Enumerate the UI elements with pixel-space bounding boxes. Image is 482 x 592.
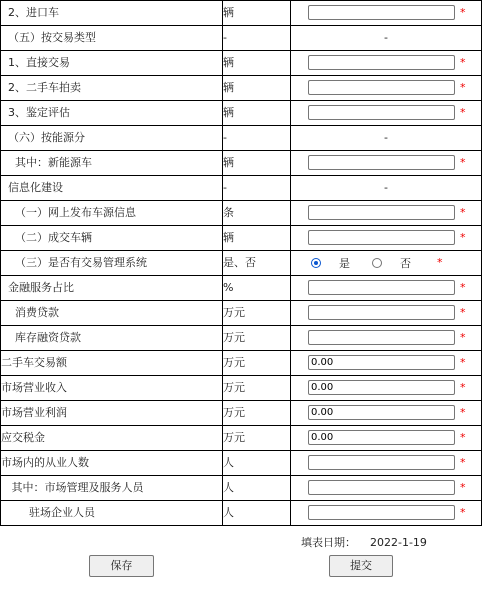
table-row [1,401,482,426]
unit-label: 辆 [223,81,234,94]
unit-cell [223,126,291,151]
item-cell [1,101,223,126]
unit-cell [223,226,291,251]
fill-date-label: 填表日期： [301,536,356,549]
unit-label: 万元 [223,306,245,319]
table-row [1,1,482,26]
value-cell [291,176,482,201]
item-label: 3、鉴定评估 [1,106,70,119]
fill-date-value: 2022-1-19 [370,536,427,549]
value-input[interactable] [308,205,455,220]
required-mark: * [460,481,466,494]
unit-cell [223,51,291,76]
value-cell [291,426,482,451]
table-row [1,226,482,251]
item-label: 其中：市场管理及服务人员 [1,481,144,494]
value-input[interactable] [308,330,455,345]
unit-cell [223,276,291,301]
unit-cell [223,101,291,126]
value-cell [291,276,482,301]
item-label: 其中：新能源车 [1,156,92,169]
item-cell [1,201,223,226]
unit-cell [223,401,291,426]
unit-label: 辆 [223,231,234,244]
value-cell [291,1,482,26]
unit-cell [223,376,291,401]
value-cell [291,26,482,51]
value-input[interactable] [308,480,455,495]
required-mark: * [460,331,466,344]
table-row [1,426,482,451]
value-cell [291,201,482,226]
item-cell [1,426,223,451]
required-mark: * [460,156,466,169]
value-cell [291,501,482,526]
item-label: （六）按能源分 [1,131,85,144]
unit-label: 万元 [223,406,245,419]
unit-label: 万元 [223,431,245,444]
required-mark: * [460,381,466,394]
not-applicable-dash: - [384,131,388,144]
yes-no-radio-group [311,251,433,275]
value-cell [291,401,482,426]
value-cell [291,351,482,376]
table-row [1,101,482,126]
submit-button[interactable]: 提交 [329,555,393,577]
unit-label: - [223,31,227,44]
item-cell [1,301,223,326]
value-input[interactable] [308,5,455,20]
item-label: （一）网上发布车源信息 [1,206,136,219]
value-input[interactable] [308,380,455,395]
unit-cell [223,501,291,526]
value-input[interactable] [308,155,455,170]
unit-label: 辆 [223,156,234,169]
unit-label: 辆 [223,56,234,69]
table-row [1,151,482,176]
item-cell [1,226,223,251]
item-cell [1,51,223,76]
radio-no-label: 否 [400,257,411,270]
unit-cell [223,1,291,26]
item-cell [1,76,223,101]
value-input[interactable] [308,105,455,120]
table-row [1,251,482,276]
item-cell [1,151,223,176]
item-cell [1,1,223,26]
required-mark: * [460,406,466,419]
table-row [1,126,482,151]
required-mark: * [460,431,466,444]
item-cell [1,251,223,276]
required-mark: * [460,6,466,19]
unit-label: 万元 [223,331,245,344]
value-input[interactable] [308,80,455,95]
table-row [1,301,482,326]
item-label: 金融服务占比 [1,281,74,294]
required-mark: * [460,231,466,244]
table-row [1,76,482,101]
not-applicable-dash: - [384,31,388,44]
required-mark: * [460,281,466,294]
fill-date [301,534,427,550]
item-label: 应交税金 [1,431,45,444]
required-mark: * [460,106,466,119]
item-label: 市场营业利润 [1,406,67,419]
unit-cell [223,351,291,376]
table-row [1,201,482,226]
unit-label: 万元 [223,356,245,369]
unit-label: 万元 [223,381,245,394]
value-input[interactable] [308,230,455,245]
not-applicable-dash: - [384,181,388,194]
value-cell [291,226,482,251]
unit-cell [223,76,291,101]
unit-cell [223,251,291,276]
value-cell [291,76,482,101]
value-cell [291,326,482,351]
value-cell [291,101,482,126]
value-cell [291,126,482,151]
value-input[interactable] [308,505,455,520]
table-row [1,326,482,351]
table-row [1,376,482,401]
value-cell [291,476,482,501]
unit-label: 条 [223,206,234,219]
unit-label: 人 [223,481,234,494]
item-label: 市场内的从业人数 [1,456,89,469]
item-cell [1,451,223,476]
unit-label: 是、否 [223,256,256,269]
unit-label: % [223,281,234,294]
item-cell [1,326,223,351]
radio-yes-label: 是 [339,257,350,270]
item-cell [1,476,223,501]
unit-cell [223,476,291,501]
item-label: （三）是否有交易管理系统 [1,256,147,269]
value-input[interactable] [308,280,455,295]
item-label: （二）成交车辆 [1,231,92,244]
unit-cell [223,326,291,351]
required-mark: * [460,56,466,69]
item-cell [1,126,223,151]
unit-label: - [223,131,227,144]
required-mark: * [460,206,466,219]
item-cell [1,176,223,201]
unit-cell [223,451,291,476]
item-label: 库存融资贷款 [1,331,81,344]
item-label: 消费贷款 [1,306,59,319]
value-cell [291,376,482,401]
item-cell [1,276,223,301]
item-cell [1,376,223,401]
unit-cell [223,301,291,326]
required-mark: * [460,81,466,94]
radio-no[interactable] [372,258,382,268]
unit-cell [223,151,291,176]
value-cell [291,151,482,176]
table-row [1,501,482,526]
unit-cell [223,201,291,226]
value-cell [291,301,482,326]
item-label: （五）按交易类型 [1,31,96,44]
item-label: 二手车交易额 [1,356,67,369]
value-input[interactable] [308,355,455,370]
value-cell [291,451,482,476]
value-cell [291,51,482,76]
unit-label: 人 [223,456,234,469]
table-row [1,51,482,76]
value-input[interactable] [308,430,455,445]
table-row [1,26,482,51]
required-mark: * [460,356,466,369]
value-input[interactable] [308,305,455,320]
table-row [1,351,482,376]
table-row [1,476,482,501]
item-cell [1,401,223,426]
item-label: 驻场企业人员 [1,506,95,519]
value-input[interactable] [308,455,455,470]
item-cell [1,501,223,526]
table-row [1,451,482,476]
value-input[interactable] [308,55,455,70]
unit-label: - [223,181,227,194]
unit-cell [223,176,291,201]
item-cell [1,351,223,376]
required-mark: * [460,306,466,319]
radio-yes[interactable] [311,258,321,268]
required-mark: * [437,256,443,269]
unit-label: 辆 [223,6,234,19]
item-label: 信息化建设 [1,181,63,194]
item-label: 1、直接交易 [1,56,70,69]
value-input[interactable] [308,405,455,420]
value-cell [291,251,482,276]
item-label: 2、进口车 [1,6,59,19]
item-label: 市场营业收入 [1,381,67,394]
unit-cell [223,26,291,51]
item-cell [1,26,223,51]
required-mark: * [460,506,466,519]
item-label: 2、二手车拍卖 [1,81,81,94]
unit-label: 人 [223,506,234,519]
table-row [1,276,482,301]
save-button[interactable]: 保存 [89,555,154,577]
required-mark: * [460,456,466,469]
unit-label: 辆 [223,106,234,119]
table-row [1,176,482,201]
unit-cell [223,426,291,451]
